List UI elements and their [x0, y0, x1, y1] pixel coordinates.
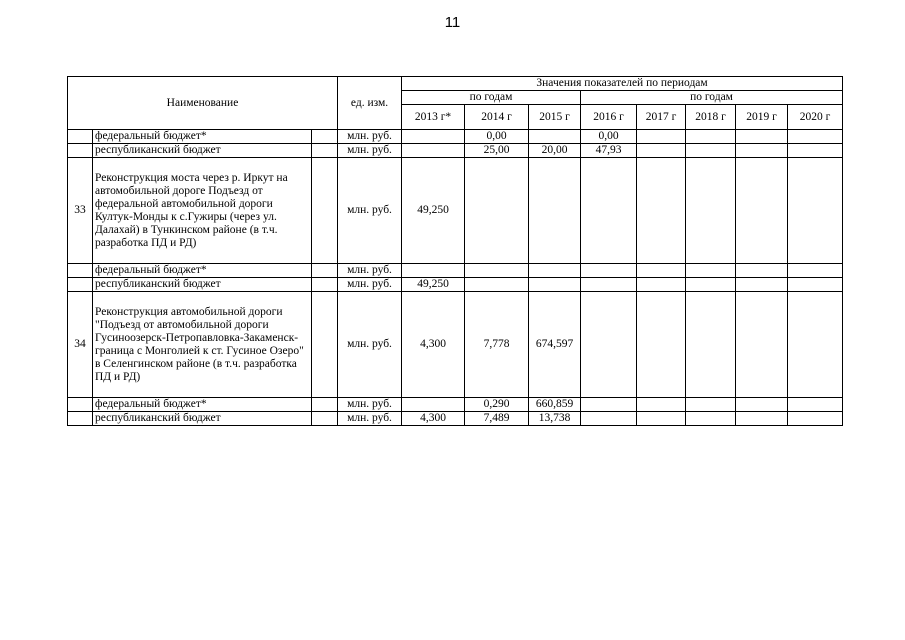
row-name: федеральный бюджет* [93, 264, 312, 278]
value-cell: 0,00 [581, 130, 637, 144]
header-year: 2013 г* [402, 105, 465, 130]
value-cell: 49,250 [402, 278, 465, 292]
value-cell: 660,859 [529, 398, 581, 412]
header-year: 2018 г [686, 105, 736, 130]
value-cell [581, 264, 637, 278]
row-number [68, 398, 93, 412]
value-cell [736, 412, 788, 426]
row-number [68, 264, 93, 278]
row-unit: млн. руб. [338, 292, 402, 398]
value-cell [788, 130, 843, 144]
row-number [68, 278, 93, 292]
page-number: 11 [444, 14, 461, 31]
row-name: федеральный бюджет* [93, 398, 312, 412]
header-year: 2016 г [581, 105, 637, 130]
header-year: 2019 г [736, 105, 788, 130]
value-cell [402, 398, 465, 412]
value-cell [788, 158, 843, 264]
row-number [68, 412, 93, 426]
value-cell: 4,300 [402, 292, 465, 398]
table-row [68, 412, 843, 426]
value-cell [581, 278, 637, 292]
value-cell [788, 264, 843, 278]
row-blank-cell [312, 130, 338, 144]
row-name: Реконструкция автомобильной дороги "Подъезд от автомобильной дороги Гусиноозерск-Петропавловка-Закаменск-граница с Монголией к ст. Гусиное Озеро" в Селенгинском районе (в т.ч. разработка ПД и РД) [93, 292, 312, 398]
value-cell: 20,00 [529, 144, 581, 158]
row-blank-cell [312, 264, 338, 278]
value-cell [686, 412, 736, 426]
value-cell: 674,597 [529, 292, 581, 398]
value-cell [788, 292, 843, 398]
value-cell [637, 264, 686, 278]
value-cell [529, 158, 581, 264]
row-name: федеральный бюджет* [93, 130, 312, 144]
value-cell [529, 264, 581, 278]
value-cell [637, 398, 686, 412]
value-cell: 13,738 [529, 412, 581, 426]
table-row [68, 130, 843, 144]
row-blank-cell [312, 158, 338, 264]
value-cell [581, 292, 637, 398]
value-cell [686, 398, 736, 412]
value-cell [686, 278, 736, 292]
value-cell [465, 264, 529, 278]
value-cell [788, 278, 843, 292]
value-cell [637, 412, 686, 426]
row-unit: млн. руб. [338, 130, 402, 144]
header-values-by-period: Значения показателей по периодам [402, 77, 843, 91]
row-unit: млн. руб. [338, 264, 402, 278]
value-cell [637, 292, 686, 398]
value-cell [736, 278, 788, 292]
value-cell [402, 144, 465, 158]
table-row [68, 398, 843, 412]
value-cell [581, 412, 637, 426]
value-cell [402, 130, 465, 144]
value-cell [788, 398, 843, 412]
row-name: республиканский бюджет [93, 144, 312, 158]
value-cell [736, 264, 788, 278]
value-cell [788, 412, 843, 426]
value-cell [736, 158, 788, 264]
indicators-table [67, 76, 843, 426]
row-number: 34 [68, 292, 93, 398]
header-year: 2014 г [465, 105, 529, 130]
value-cell [581, 398, 637, 412]
table-row [68, 158, 843, 264]
value-cell: 49,250 [402, 158, 465, 264]
row-name: республиканский бюджет [93, 412, 312, 426]
row-unit: млн. руб. [338, 278, 402, 292]
value-cell [581, 158, 637, 264]
header-by-years-2: по годам [581, 91, 843, 105]
header-by-years-1: по годам [402, 91, 581, 105]
value-cell [736, 130, 788, 144]
table-row [68, 144, 843, 158]
value-cell [686, 130, 736, 144]
value-cell: 0,290 [465, 398, 529, 412]
value-cell: 7,489 [465, 412, 529, 426]
row-unit: млн. руб. [338, 144, 402, 158]
header-unit: ед. изм. [338, 77, 402, 130]
table-row [68, 292, 843, 398]
header-name: Наименование [68, 77, 338, 130]
row-number [68, 144, 93, 158]
row-unit: млн. руб. [338, 158, 402, 264]
value-cell [736, 398, 788, 412]
value-cell [686, 292, 736, 398]
row-number: 33 [68, 158, 93, 264]
value-cell: 0,00 [465, 130, 529, 144]
row-unit: млн. руб. [338, 412, 402, 426]
row-blank-cell [312, 278, 338, 292]
value-cell [686, 158, 736, 264]
value-cell [529, 130, 581, 144]
value-cell [637, 144, 686, 158]
value-cell: 7,778 [465, 292, 529, 398]
value-cell [686, 144, 736, 158]
header-year: 2020 г [788, 105, 843, 130]
value-cell [465, 158, 529, 264]
value-cell: 25,00 [465, 144, 529, 158]
row-blank-cell [312, 292, 338, 398]
row-blank-cell [312, 144, 338, 158]
row-unit: млн. руб. [338, 398, 402, 412]
value-cell [465, 278, 529, 292]
value-cell [529, 278, 581, 292]
value-cell: 4,300 [402, 412, 465, 426]
value-cell [637, 130, 686, 144]
value-cell [402, 264, 465, 278]
value-cell [686, 264, 736, 278]
value-cell [736, 292, 788, 398]
row-blank-cell [312, 398, 338, 412]
row-name: республиканский бюджет [93, 278, 312, 292]
row-name: Реконструкция моста через р. Иркут на автомобильной дороге Подъезд от федеральной автомобильной дороги Култук-Монды к с.Гужиры (через ул. Далахай) в Тункинском районе (в т.ч. разработка ПД и РД) [93, 158, 312, 264]
row-number [68, 130, 93, 144]
table-row [68, 278, 843, 292]
value-cell [637, 158, 686, 264]
header-year: 2017 г [637, 105, 686, 130]
value-cell [788, 144, 843, 158]
value-cell: 47,93 [581, 144, 637, 158]
row-blank-cell [312, 412, 338, 426]
header-year: 2015 г [529, 105, 581, 130]
value-cell [637, 278, 686, 292]
value-cell [736, 144, 788, 158]
table-row [68, 264, 843, 278]
